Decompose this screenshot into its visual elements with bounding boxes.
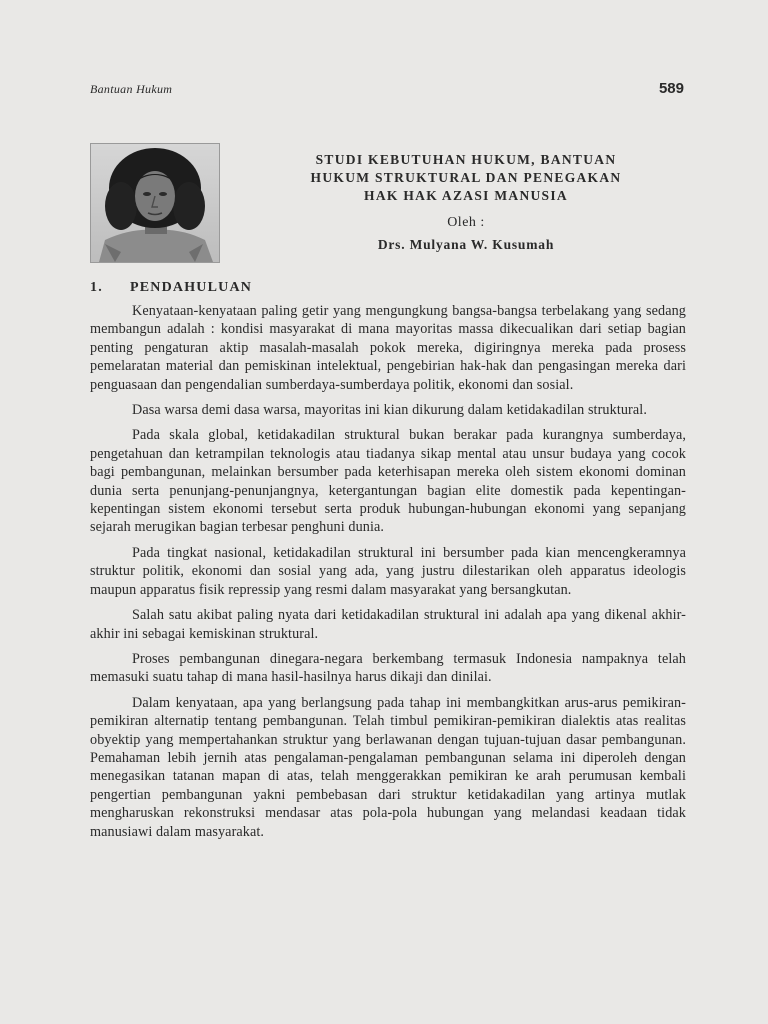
running-head: Bantuan Hukum bbox=[90, 82, 173, 96]
paragraph: Kenyataan-kenyataan paling getir yang mengungkung bangsa-bangsa terbelakang yang sedang membangun adalah : kondisi masyarakat di mana mayoritas massa dikecualikan dari setiap bagian penting pengaturan aktip masalah-masalah pokok mereka, digiringnya mereka pada prosess pemelaratan material dan pemiskinan intelektual, pengebirian hak-hak dan pengasingan mereka dari penguasaan dan pengendalian sumberdaya-sumberdaya politik, ekonomi dan sosial. bbox=[90, 303, 686, 393]
paragraph: Dasa warsa demi dasa warsa, mayoritas ini kian dikurung dalam ketidakadilan struktural. bbox=[132, 402, 647, 419]
paragraph: Pada skala global, ketidakadilan struktural bukan berakar pada kurangnya sumberdaya, pengetahuan dan ketrampilan teknologis atau tiadanya sikap mental atau unsur budaya yang cocok bagi pembangunan, melainkan bersumber pada keterhisapan mereka oleh sistem ekonomi dominan dunia serta penunjang-penunjangnya, ketergantungan bagian elite domestik pada kepentingan-kepentingan sistem ekonomi tersebut serta produk hubungan-hubungan ekonomi yang sepanjang sejarah merugikan bagian terbesar penghuni dunia. bbox=[90, 427, 686, 536]
paragraph: Dalam kenyataan, apa yang berlangsung pada tahap ini membangkitkan arus-arus pemikiran-pemikiran alternatip tentang pembangunan. Telah timbul pemikiran-pemikiran dialektis atas realitas obyektip yang mempertahankan struktur yang berlawanan dengan tujuan-tujuan dasar pembangunan. Pemahaman lebih jernih atas pengalaman-pengalaman pembangunan selama ini diperoleh dengan menegasikan tatanan mapan di atas, telah menggerakkan pemikiran ke arah perumusan kembali pengertian pembangunan yakni pembebasan dari struktur ketidakadilan yang artinya mutlak mengharuskan rekonstruksi mendasar atas pola-pola hubungan yang melandasi keadaan tidak manusiawi dalam masyarakat. bbox=[90, 694, 686, 840]
section-title: PENDAHULUAN bbox=[130, 280, 253, 295]
author-photo bbox=[90, 143, 220, 263]
page-number: 589 bbox=[658, 80, 684, 97]
section-heading bbox=[90, 280, 252, 296]
by-label: Oleh : bbox=[447, 215, 485, 230]
article-title-line: HAK HAK AZASI MANUSIA bbox=[364, 188, 568, 203]
article-title-line: HUKUM STRUKTURAL DAN PENEGAKAN bbox=[310, 170, 622, 185]
section-number: 1. bbox=[90, 280, 103, 295]
article-title-line: STUDI KEBUTUHAN HUKUM, BANTUAN bbox=[315, 152, 617, 167]
paragraph: Salah satu akibat paling nyata dari ketidakadilan struktural ini adalah apa yang dikenal akhir-akhir ini sebagai kemiskinan struktural. bbox=[90, 607, 686, 642]
paragraph: Pada tingkat nasional, ketidakadilan struktural ini bersumber pada kian mencengkeramnya struktur politik, ekonomi dan sosial yang ada, yang justru dilestarikan oleh apparatus ideologis maupun apparatus fisik repressip yang resmi dalam masyarakat yang bersangkutan. bbox=[90, 544, 686, 598]
author-name: Drs. Mulyana W. Kusumah bbox=[377, 237, 555, 252]
body-text bbox=[90, 302, 686, 848]
paragraph: Proses pembangunan dinegara-negara berkembang termasuk Indonesia nampaknya telah memasuki suatu tahap di mana hasil-hasilnya harus dikaji dan dinilai. bbox=[90, 650, 686, 686]
article-title-block bbox=[256, 151, 676, 253]
author-portrait-image bbox=[91, 144, 219, 262]
